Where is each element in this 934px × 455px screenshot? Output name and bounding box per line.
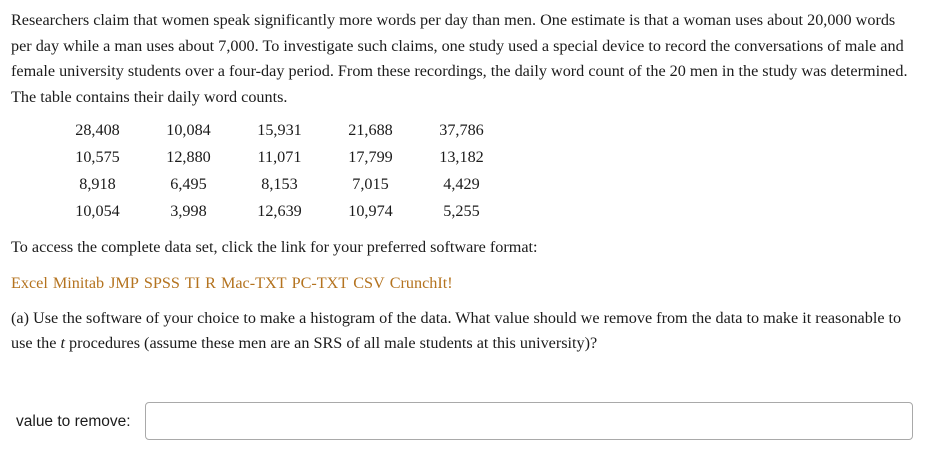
table-cell: 10,575 [75, 148, 120, 166]
table-cell: 10,974 [348, 202, 393, 220]
link-pc-txt[interactable]: PC-TXT [291, 274, 349, 292]
table-cell: 10,084 [166, 121, 211, 139]
table-cell: 8,918 [79, 175, 116, 193]
link-r[interactable]: R [205, 274, 216, 292]
answer-label: value to remove: [16, 413, 131, 430]
question-suffix: procedures (assume these men are an SRS of all male students at this university)? [64, 334, 598, 352]
table-cell: 13,182 [439, 148, 484, 166]
data-access-text: To access the complete data set, click the link for your preferred software format: [11, 238, 538, 256]
table-cell: 12,639 [257, 202, 302, 220]
table-cell: 12,880 [166, 148, 211, 166]
value-to-remove-input[interactable] [145, 402, 913, 440]
link-minitab[interactable]: Minitab [52, 274, 105, 292]
table-cell: 7,015 [352, 175, 389, 193]
table-row [52, 117, 507, 144]
problem-intro: Researchers claim that women speak significantly more words per day than men. One estimate is that a woman uses about 20,000 words per day while a man uses about 7,000. To investigate such claims, one study used a special device to record the conversations of male and female university students over a four-day period. From these recordings, the daily word count of the 20 men in the study was determined. The table contains their daily word counts. [11, 11, 908, 106]
link-csv[interactable]: CSV [353, 274, 385, 292]
link-jmp[interactable]: JMP [109, 274, 139, 292]
link-crunchit[interactable]: CrunchIt! [389, 274, 453, 292]
table-cell: 37,786 [439, 121, 484, 139]
table-cell: 4,429 [443, 175, 480, 193]
link-excel[interactable]: Excel [11, 274, 48, 292]
table-cell: 28,408 [75, 121, 120, 139]
link-mac-txt[interactable]: Mac-TXT [220, 274, 287, 292]
link-spss[interactable]: SPSS [143, 274, 180, 292]
table-cell: 3,998 [170, 202, 207, 220]
word-count-table [52, 117, 507, 225]
table-cell: 10,054 [75, 202, 120, 220]
question-t-symbol: t [60, 334, 65, 352]
table-cell: 8,153 [261, 175, 298, 193]
table-cell: 17,799 [348, 148, 393, 166]
question-a [11, 306, 916, 356]
table-cell: 11,071 [257, 148, 302, 166]
link-ti[interactable]: TI [184, 274, 201, 292]
table-cell: 21,688 [348, 121, 393, 139]
software-links [11, 271, 458, 295]
table-cell: 5,255 [443, 202, 480, 220]
question-prefix: (a) Use the software of your choice to make a histogram of the data. What value should we remove from the data to make it reasonable to use the [11, 309, 902, 352]
table-cell: 15,931 [257, 121, 302, 139]
table-row [52, 171, 507, 198]
table-row [52, 144, 507, 171]
table-cell: 6,495 [170, 175, 207, 193]
table-row [52, 198, 507, 225]
